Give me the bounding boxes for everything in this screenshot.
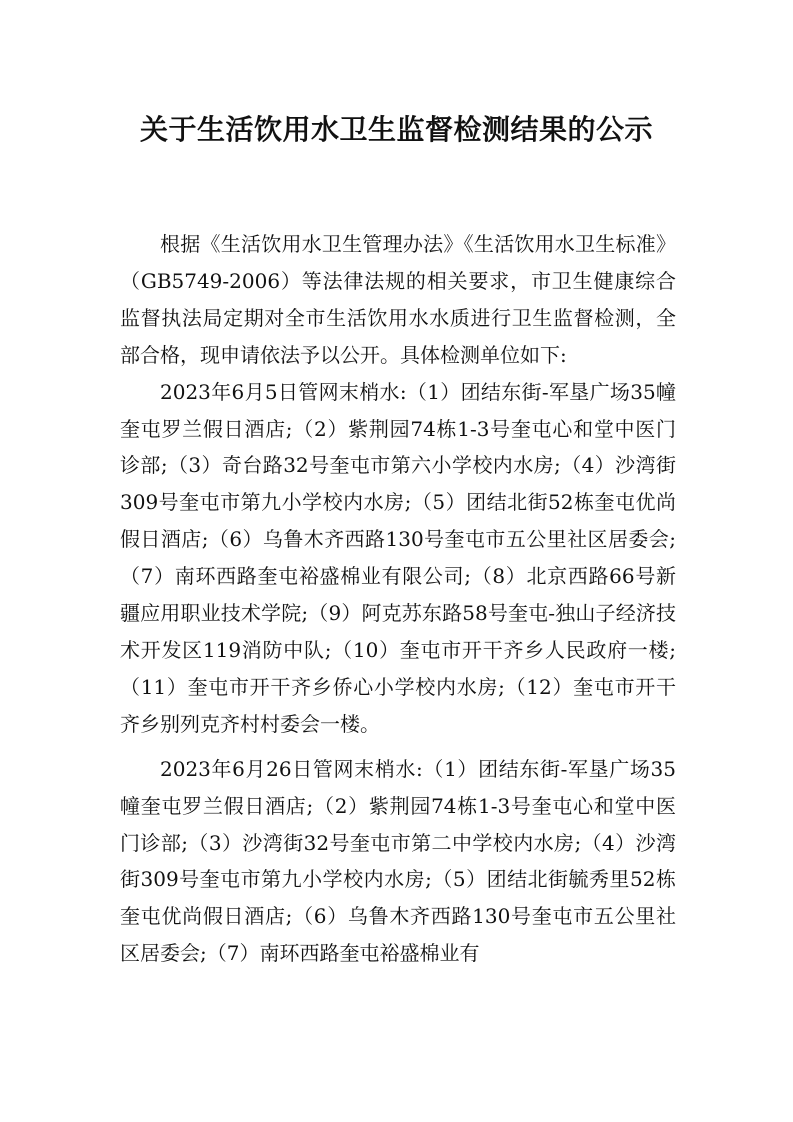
document-body xyxy=(120,226,676,972)
paragraph-intro: 根据《生活饮用水卫生管理办法》《生活饮用水卫生标准》（GB5749-2006）等法律法规的相关要求，市卫生健康综合监督执法局定期对全市生活饮用水水质进行卫生监督检测，全部合格，现申请依法予以公开。具体检测单位如下: xyxy=(120,232,676,367)
paragraph-june-5-results: 2023年6月5日管网末梢水:（1）团结东街-军垦广场35幢奎屯罗兰假日酒店;（2）紫荆园74栋1-3号奎屯心和堂中医门诊部;（3）奇台路32号奎屯市第六小学校内水房;（4）沙湾街309号奎屯市第九小学校内水房;（5）团结北街52栋奎屯优尚假日酒店;（6）乌鲁木齐西路130号奎屯市五公里社区居委会;（7）南环西路奎屯裕盛棉业有限公司;（8）北京西路66号新疆应用职业技术学院;（9）阿克苏东路58号奎屯-独山子经济技术开发区119消防中队;（10）奎屯市开干齐乡人民政府一楼;（11）奎屯市开干齐乡侨心小学校内水房;（12）奎屯市开干齐乡别列克齐村村委会一楼。 xyxy=(120,379,676,736)
paragraph-june-26-results: 2023年6月26日管网末梢水:（1）团结东街-军垦广场35幢奎屯罗兰假日酒店;（2）紫荆园74栋1-3号奎屯心和堂中医门诊部;（3）沙湾街32号奎屯市第二中学校内水房;（4）沙湾街309号奎屯市第九小学校内水房;（5）团结北街毓秀里52栋奎屯优尚假日酒店;（6）乌鲁木齐西路130号奎屯市五公里社区居委会;（7）南环西路奎屯裕盛棉业有 xyxy=(120,756,676,966)
document-title: 关于生活饮用水卫生监督检测结果的公示 xyxy=(139,113,653,146)
